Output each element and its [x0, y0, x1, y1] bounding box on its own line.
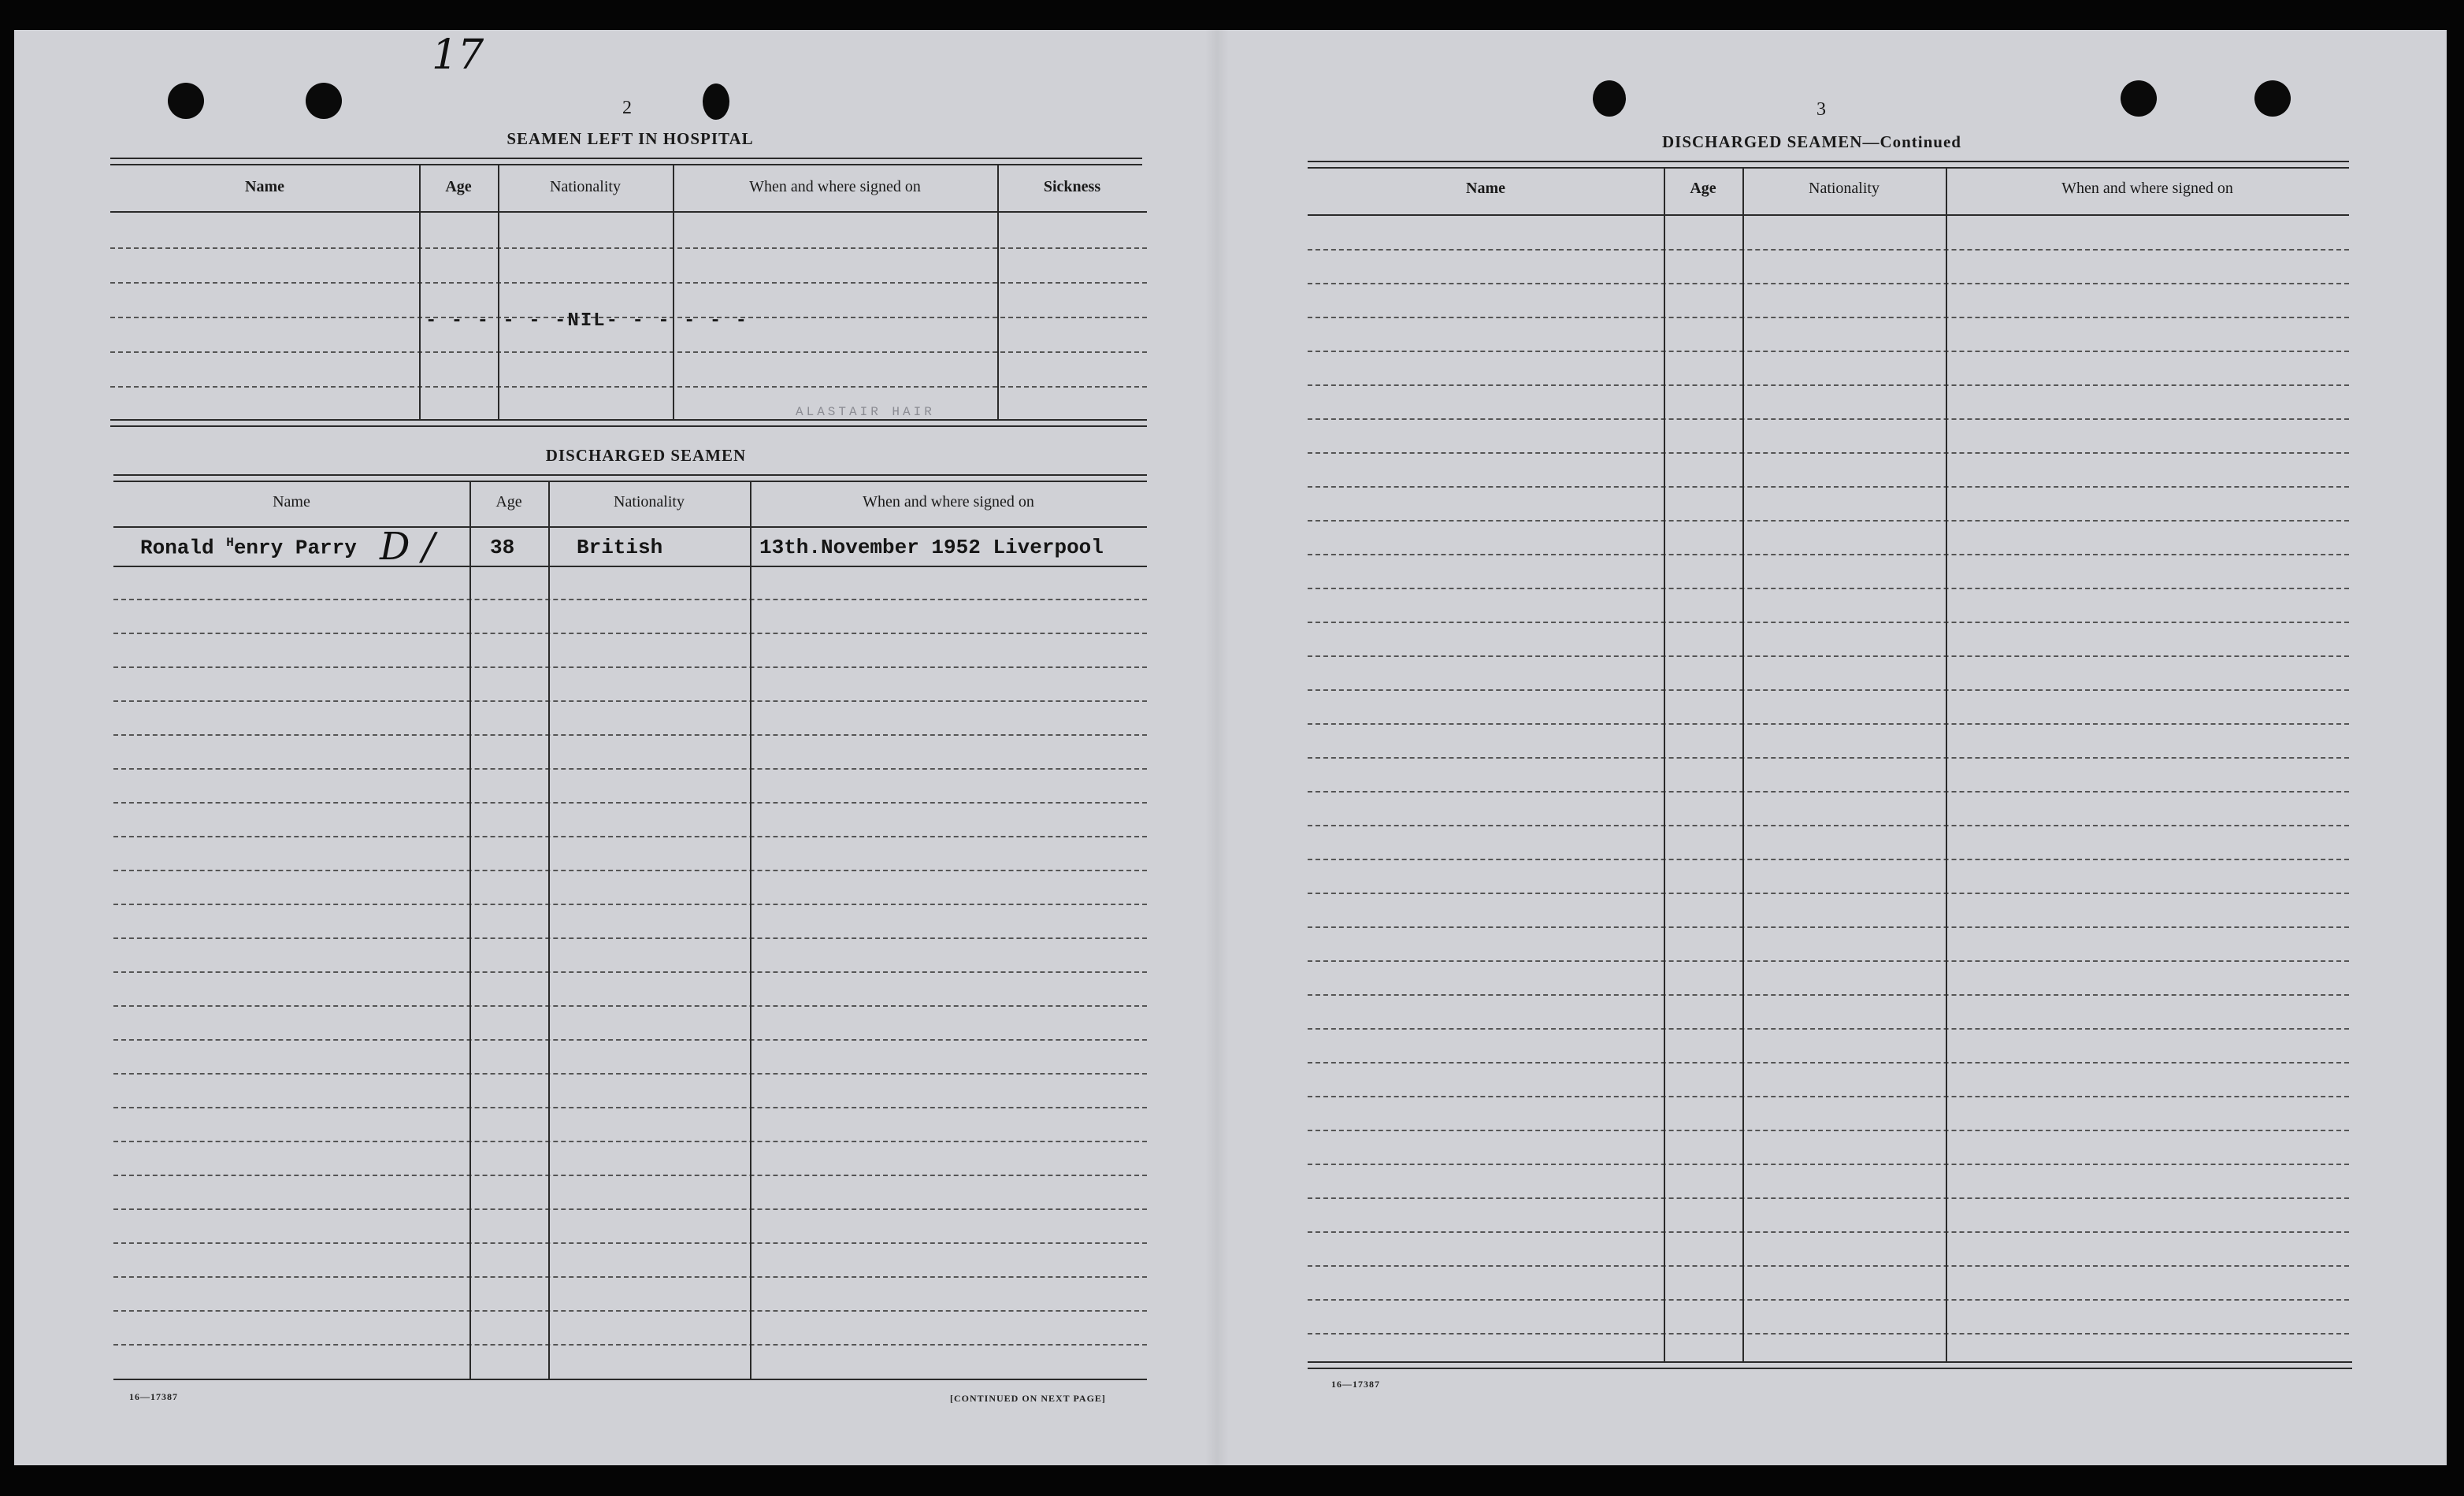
ruled-line	[1308, 723, 2349, 725]
ruled-line	[1308, 994, 2349, 996]
ruled-line	[1308, 1164, 2349, 1165]
ruled-line	[1308, 689, 2349, 691]
handwritten-d-mark: D /	[380, 525, 435, 569]
document-sheet	[14, 30, 2447, 1465]
ruled-line	[113, 768, 1147, 770]
col-header-nationality: Nationality	[550, 178, 621, 195]
ruled-line	[113, 1310, 1147, 1312]
discharged-section-title: DISCHARGED SEAMEN	[545, 446, 747, 465]
hospital-section-title: SEAMEN LEFT IN HOSPITAL	[507, 129, 754, 148]
ruled-line	[113, 633, 1147, 634]
ruled-line	[113, 802, 1147, 804]
col-header-age: Age	[1690, 180, 1716, 197]
ruled-line	[1308, 249, 2349, 251]
handwritten-folio-mark: 17	[432, 32, 484, 79]
ruled-line	[113, 1073, 1147, 1075]
ruled-line	[1308, 960, 2349, 962]
ruled-line	[113, 599, 1147, 600]
ruled-line	[1308, 1231, 2349, 1233]
ruled-line	[1308, 1096, 2349, 1097]
ruled-line	[113, 870, 1147, 871]
ruled-line	[1308, 1299, 2349, 1301]
punch-hole	[2254, 80, 2291, 117]
ruled-line	[113, 1107, 1147, 1108]
ruled-line	[1308, 893, 2349, 894]
col-header-nationality: Nationality	[614, 493, 685, 510]
ruled-line	[113, 904, 1147, 905]
col-header-signed-on: When and where signed on	[749, 178, 921, 195]
ruled-line	[1308, 825, 2349, 826]
page-number-right: 3	[1816, 99, 1826, 120]
ruled-line	[1308, 588, 2349, 589]
faint-stamp-text: ALASTAIR HAIR	[796, 405, 935, 419]
ruled-line	[1308, 1062, 2349, 1064]
discharged-row-signed-on: 13th.November 1952 Liverpool	[759, 536, 1104, 559]
ruled-line	[1308, 926, 2349, 928]
ruled-line	[1308, 622, 2349, 623]
ruled-line	[1308, 655, 2349, 657]
punch-hole	[1593, 80, 1626, 117]
ruled-line	[1308, 283, 2349, 284]
ruled-line	[1308, 317, 2349, 318]
ruled-line	[1308, 520, 2349, 522]
ruled-line	[113, 1344, 1147, 1346]
ruled-line	[113, 1242, 1147, 1244]
discharged-continued-title: DISCHARGED SEAMEN—Continued	[1662, 132, 1961, 151]
page-fold	[1205, 30, 1229, 1465]
hospital-nil-entry: - - - - - -NIL- - - - - -	[425, 310, 749, 332]
col-header-name: Name	[273, 493, 310, 510]
ruled-line	[113, 1208, 1147, 1210]
punch-hole	[2121, 80, 2157, 117]
col-header-signed-on: When and where signed on	[2061, 180, 2233, 197]
discharged-row-age: 38	[490, 536, 515, 559]
col-header-signed-on: When and where signed on	[863, 493, 1034, 510]
form-number-right: 16—17387	[1331, 1379, 1380, 1390]
ruled-line	[1308, 452, 2349, 454]
ruled-line	[113, 836, 1147, 837]
col-header-nationality: Nationality	[1809, 180, 1880, 197]
ruled-line	[113, 1276, 1147, 1278]
continued-note: [CONTINUED ON NEXT PAGE]	[950, 1393, 1106, 1404]
ruled-line	[1308, 486, 2349, 488]
form-number-left: 16—17387	[129, 1391, 178, 1402]
ruled-line	[1308, 757, 2349, 759]
ruled-line	[1308, 791, 2349, 793]
punch-hole	[168, 83, 204, 119]
ruled-line	[113, 937, 1147, 939]
ruled-line	[1308, 351, 2349, 352]
col-header-age: Age	[495, 493, 522, 510]
ruled-line	[1308, 1197, 2349, 1199]
ruled-line	[1308, 1265, 2349, 1267]
ruled-line	[1308, 418, 2349, 420]
ruled-line	[1308, 1130, 2349, 1131]
col-header-age: Age	[445, 178, 472, 195]
discharged-row-name: Ronald $^H$enry Parry	[140, 536, 357, 560]
ruled-line	[113, 1141, 1147, 1142]
ruled-line	[1308, 1028, 2349, 1030]
ruled-line	[1308, 554, 2349, 555]
punch-hole	[306, 83, 342, 119]
ruled-line	[113, 971, 1147, 973]
ruled-line	[113, 666, 1147, 668]
ruled-line	[1308, 859, 2349, 860]
discharged-row-nationality: British	[577, 536, 663, 559]
ruled-line	[113, 700, 1147, 702]
ruled-line	[1308, 384, 2349, 386]
ruled-line	[113, 734, 1147, 736]
ruled-line	[113, 1005, 1147, 1007]
ruled-line	[1308, 1333, 2349, 1335]
col-header-sickness: Sickness	[1043, 178, 1101, 195]
punch-hole	[703, 84, 729, 120]
ruled-line	[113, 1039, 1147, 1041]
col-header-name: Name	[1466, 180, 1505, 197]
page-number-left: 2	[622, 98, 632, 118]
col-header-name: Name	[245, 178, 284, 195]
ruled-line	[113, 1175, 1147, 1176]
